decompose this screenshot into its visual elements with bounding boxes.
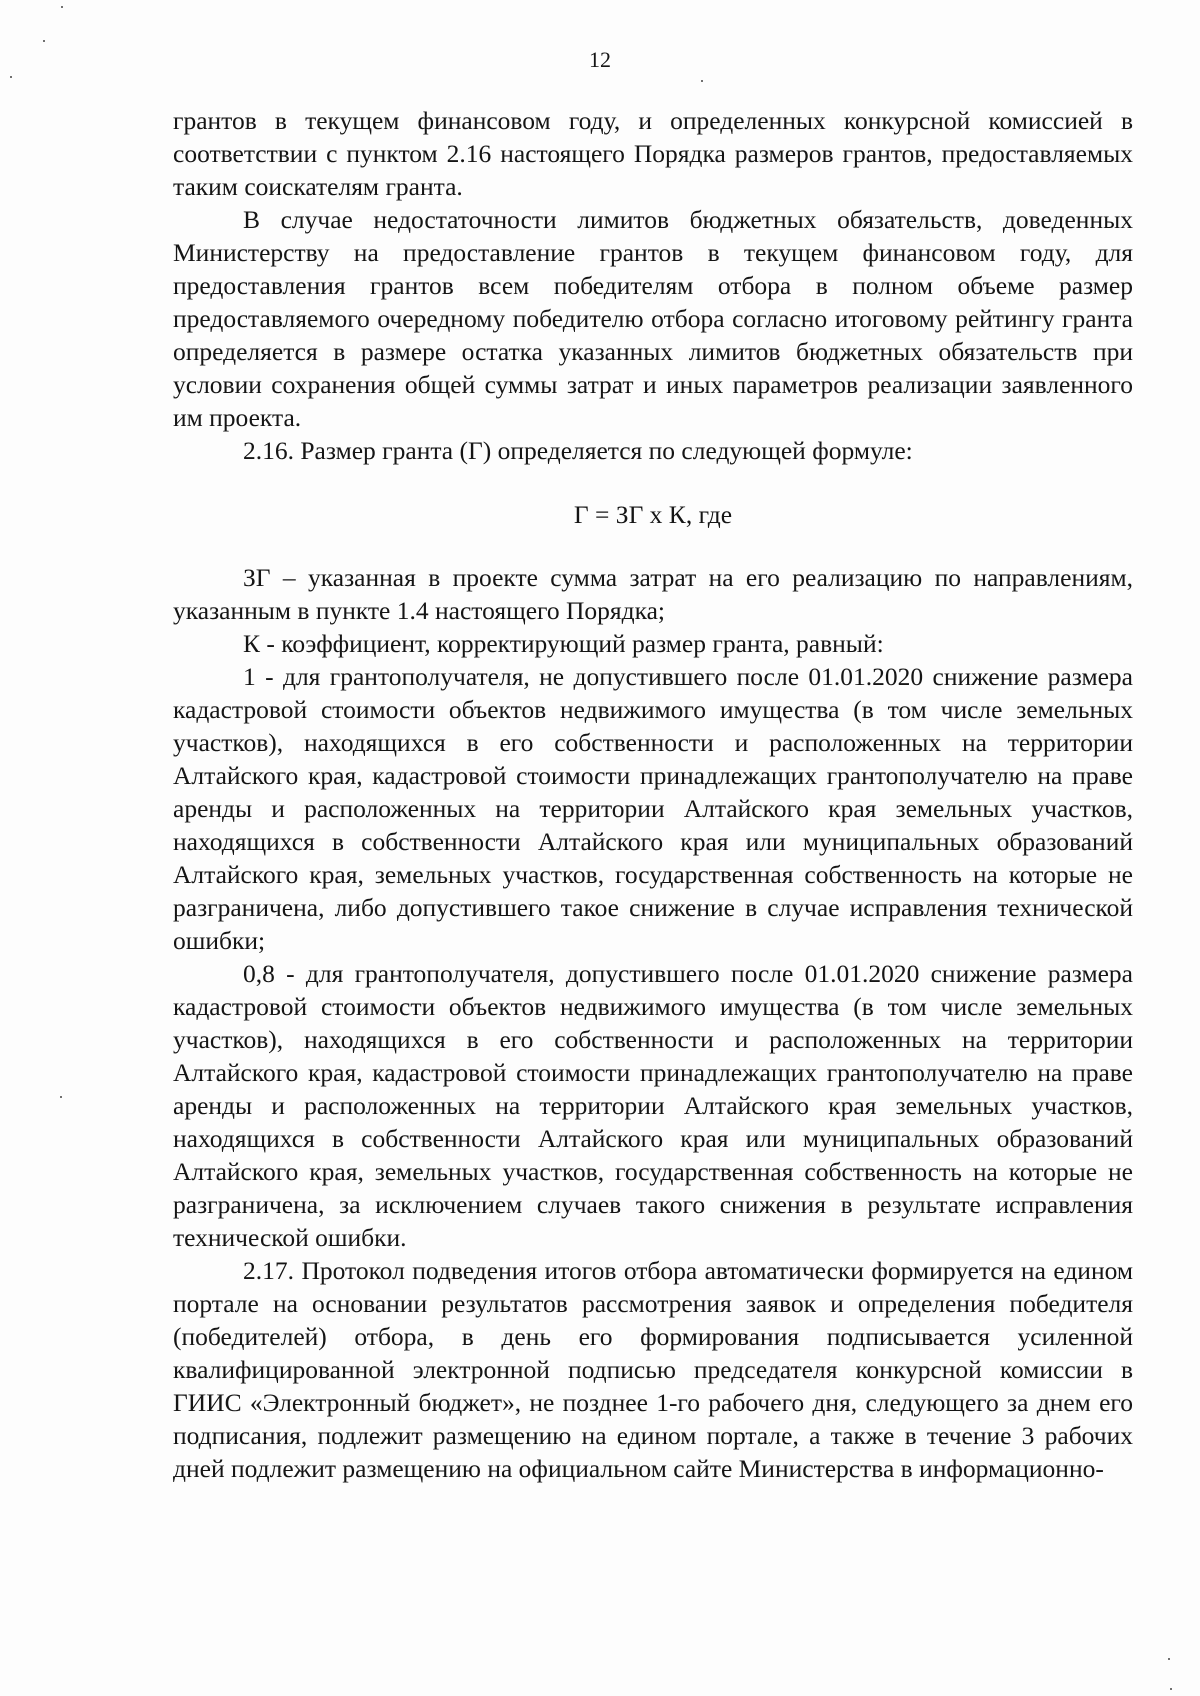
- paragraph-k-definition: К - коэффициент, корректирующий размер гранта, равный:: [243, 629, 884, 658]
- scan-speck: [10, 76, 12, 78]
- scan-speck: [701, 80, 703, 82]
- paragraph-coefficient-0-8: 0,8 - для грантополучателя, допустившего после 01.01.2020 снижение размера кадастровой стоимости объектов недвижимого имущества (в том числе земельных участков), находящихся в его собственности и расположенных на территории Алтайского края, кадастровой стоимости принадлежащих грантополучателю на праве аренды и расположенных на территории Алтайского края земельных участков, находящихся в собственности Алтайского края или муниципальных образований Алтайского края, земельных участков, государственная собственность на которые не разграничена, за исключением случаев такого снижения в результате исправления технической ошибки.: [173, 959, 1133, 1252]
- grant-formula: Г = ЗГ х К, где: [573, 500, 733, 529]
- scan-speck: [43, 40, 45, 42]
- paragraph-zg-definition: ЗГ – указанная в проекте сумма затрат на его реализацию по направлениям, указанным в пункте 1.4 настоящего Порядка;: [173, 563, 1133, 625]
- scan-speck: [60, 1096, 62, 1098]
- scan-speck: [1170, 1688, 1172, 1690]
- paragraph-budget-limits: В случае недостаточности лимитов бюджетных обязательств, доведенных Министерству на предоставление грантов в текущем финансовом году, для предоставления грантов всем победителям отбора в полном объеме размер предоставляемого очередному победителю отбора согласно итоговому рейтингу гранта определяется в размере остатка указанных лимитов бюджетных обязательств при условии сохранения общей суммы затрат и иных параметров реализации заявленного им проекта.: [173, 205, 1133, 432]
- scan-speck: [61, 6, 63, 8]
- document-body: [173, 104, 1133, 1485]
- paragraph-2-16: 2.16. Размер гранта (Г) определяется по следующей формуле:: [243, 436, 913, 465]
- paragraph-continuation: грантов в текущем финансовом году, и определенных конкурсной комиссией в соответствии с пунктом 2.16 настоящего Порядка размеров грантов, предоставляемых таким соискателям гранта.: [173, 106, 1133, 201]
- scan-speck: [1168, 1658, 1170, 1660]
- paragraph-2-17: 2.17. Протокол подведения итогов отбора автоматически формируется на едином портале на основании результатов рассмотрения заявок и определения победителя (победителей) отбора, в день его формирования подписывается усиленной квалифицированной электронной подписью председателя конкурсной комиссии в ГИИС «Электронный бюджет», не позднее 1-го рабочего дня, следующего за днем его подписания, подлежит размещению на едином портале, а также в течение 3 рабочих дней подлежит размещению на официальном сайте Министерства в информационно-: [173, 1256, 1133, 1483]
- paragraph-coefficient-1: 1 - для грантополучателя, не допустившего после 01.01.2020 снижение размера кадастровой стоимости объектов недвижимого имущества (в том числе земельных участков), находящихся в его собственности и расположенных на территории Алтайского края, кадастровой стоимости принадлежащих грантополучателю на праве аренды и расположенных на территории Алтайского края земельных участков, находящихся в собственности Алтайского края или муниципальных образований Алтайского края, земельных участков, государственная собственность на которые не разграничена, либо допустившего такое снижение в случае исправления технической ошибки;: [173, 662, 1133, 955]
- page-number: 12: [589, 47, 611, 72]
